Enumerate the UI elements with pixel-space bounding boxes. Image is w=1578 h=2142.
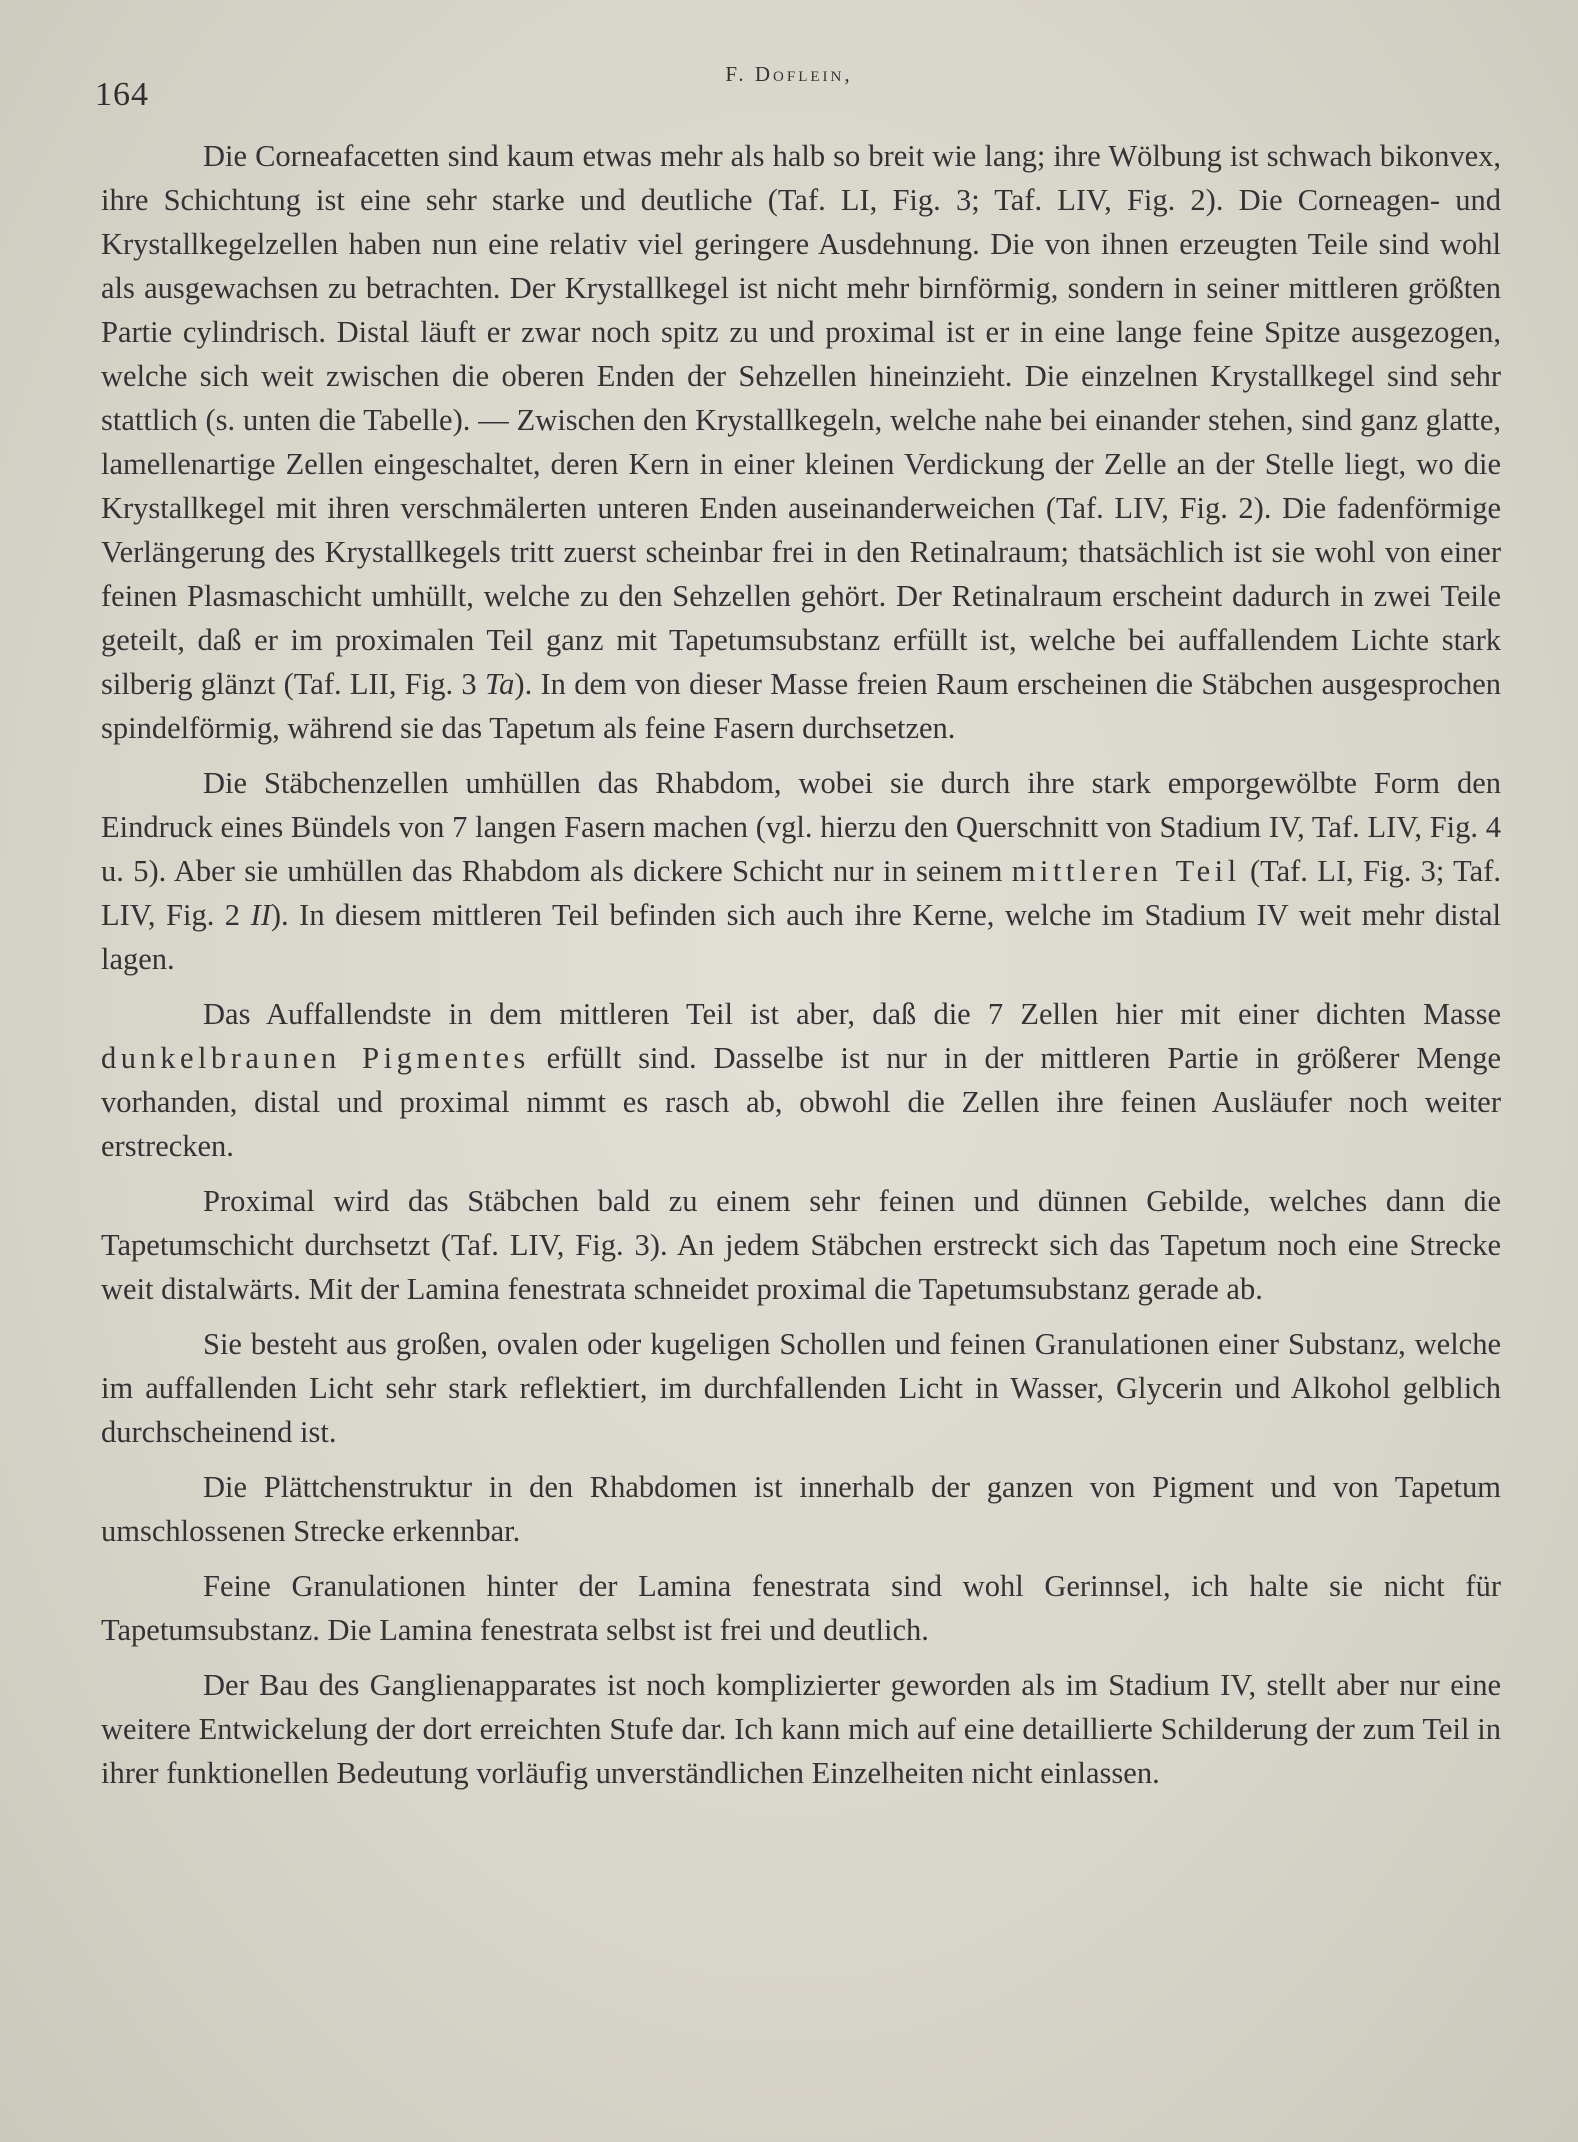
paragraph-text: (Taf. LI, Fig. 3; Taf. LIV, Fig. 2 — [101, 854, 1501, 932]
italic-text: Ta — [484, 667, 515, 701]
paragraph — [101, 1465, 1501, 1553]
paragraph-text: Das Auffallendste in dem mittleren Teil ist aber, daß die 7 Zellen hier mit einer dichten Masse — [203, 997, 1501, 1031]
paragraph-text: Proximal wird das Stäbchen bald zu einem sehr feinen und dünnen Gebilde, welches dann die Tapetumschicht durchsetzt (Taf. LIV, Fig. 3). An jedem Stäbchen erstreckt sich das Tapetum noch eine Strecke weit distalwärts. Mit der Lamina fenestrata schneidet proximal die Tapetumsubstanz gerade ab. — [101, 1184, 1501, 1306]
paragraph-text: ). In diesem mittleren Teil befinden sich auch ihre Kerne, welche im Stadium IV weit mehr distal lagen. — [101, 898, 1501, 976]
emphasized-spaced-text: mittleren Teil — [1011, 854, 1241, 888]
paragraph-text: Die Plättchenstruktur in den Rhabdomen ist innerhalb der ganzen von Pigment und von Tapetum umschlossenen Strecke erkennbar. — [101, 1470, 1501, 1548]
paragraph — [101, 1564, 1501, 1652]
paragraph — [101, 761, 1501, 981]
paragraph — [101, 1179, 1501, 1311]
paragraph-text: Die Stäbchenzellen umhüllen das Rhabdom, wobei sie durch ihre stark emporgewölbte Form den Eindruck eines Bündels von 7 langen Fasern machen (vgl. hierzu den Querschnitt von Stadium IV, Taf. LIV, Fig. 4 u. 5). Aber sie umhüllen das Rhabdom als dickere Schicht nur in seinem — [101, 766, 1501, 888]
paragraph-text: Sie besteht aus großen, ovalen oder kugeligen Schollen und feinen Granulationen einer Substanz, welche im auffallenden Licht sehr stark reflektiert, im durchfallenden Licht in Wasser, Glycerin und Alkohol gelblich durchscheinend ist. — [101, 1327, 1501, 1449]
paragraph — [101, 992, 1501, 1168]
running-head: F. Doflein, — [725, 62, 853, 86]
paragraph — [101, 134, 1501, 750]
page-number: 164 — [95, 76, 149, 113]
emphasized-spaced-text: dunkelbraunen Pigmentes — [101, 1041, 530, 1075]
paragraph-text: Feine Granulationen hinter der Lamina fenestrata sind wohl Gerinnsel, ich halte sie nicht für Tapetumsubstanz. Die Lamina fenestrata selbst ist frei und deutlich. — [101, 1569, 1501, 1647]
paragraph-text: Die Corneafacetten sind kaum etwas mehr als halb so breit wie lang; ihre Wölbung ist schwach bikonvex, ihre Schichtung ist eine sehr starke und deutliche (Taf. LI, Fig. 3; Taf. LIV, Fig. 2). Die Corneagen- und Krystallkegelzellen haben nun eine relativ viel geringere Ausdehnung. Die von ihnen erzeugten Teile sind wohl als ausgewachsen zu betrachten. Der Krystallkegel ist nicht mehr birnförmig, sondern in seiner mittleren größten Partie cylindrisch. Distal läuft er zwar noch spitz zu und proximal ist er in eine lange feine Spitze ausgezogen, welche sich weit zwischen die oberen Enden der Sehzellen hineinzieht. Die einzelnen Krystallkegel sind sehr stattlich (s. unten die Tabelle). — Zwischen den Krystallkegeln, welche nahe bei einander stehen, sind ganz glatte, lamellenartige Zellen eingeschaltet, deren Kern in einer kleinen Verdickung der Zelle an der Stelle liegt, wo die Krystallkegel mit ihren verschmälerten unteren Enden auseinanderweichen (Taf. LIV, Fig. 2). Die fadenförmige Verlängerung des Krystallkegels tritt zuerst scheinbar frei in den Retinalraum; thatsächlich ist sie wohl von einer feinen Plasmaschicht umhüllt, welche zu den Sehzellen gehört. Der Retinalraum erscheint dadurch in zwei Teile geteilt, daß er im proximalen Teil ganz mit Tapetumsubstanz erfüllt ist, welche bei auffallendem Lichte stark silberig glänzt (Taf. LII, Fig. 3 — [101, 139, 1501, 701]
body-text — [101, 134, 1501, 1806]
paragraph-text: ). In dem von dieser Masse freien Raum erscheinen die Stäbchen ausgesprochen spindelförmig, während sie das Tapetum als feine Fasern durchsetzen. — [101, 667, 1501, 745]
paragraph-text: erfüllt sind. Dasselbe ist nur in der mittleren Partie in größerer Menge vorhanden, distal und proximal nimmt es rasch ab, obwohl die Zellen ihre feinen Ausläufer noch weiter erstrecken. — [101, 1041, 1501, 1163]
paragraph — [101, 1663, 1501, 1795]
italic-text: II — [250, 898, 271, 932]
paragraph-text: Der Bau des Ganglienapparates ist noch komplizierter geworden als im Stadium IV, stellt aber nur eine weitere Entwickelung der dort erreichten Stufe dar. Ich kann mich auf eine detaillierte Schilderung der zum Teil in ihrer funktionellen Bedeutung vorläufig unverständlichen Einzelheiten nicht einlassen. — [101, 1668, 1501, 1790]
paragraph — [101, 1322, 1501, 1454]
